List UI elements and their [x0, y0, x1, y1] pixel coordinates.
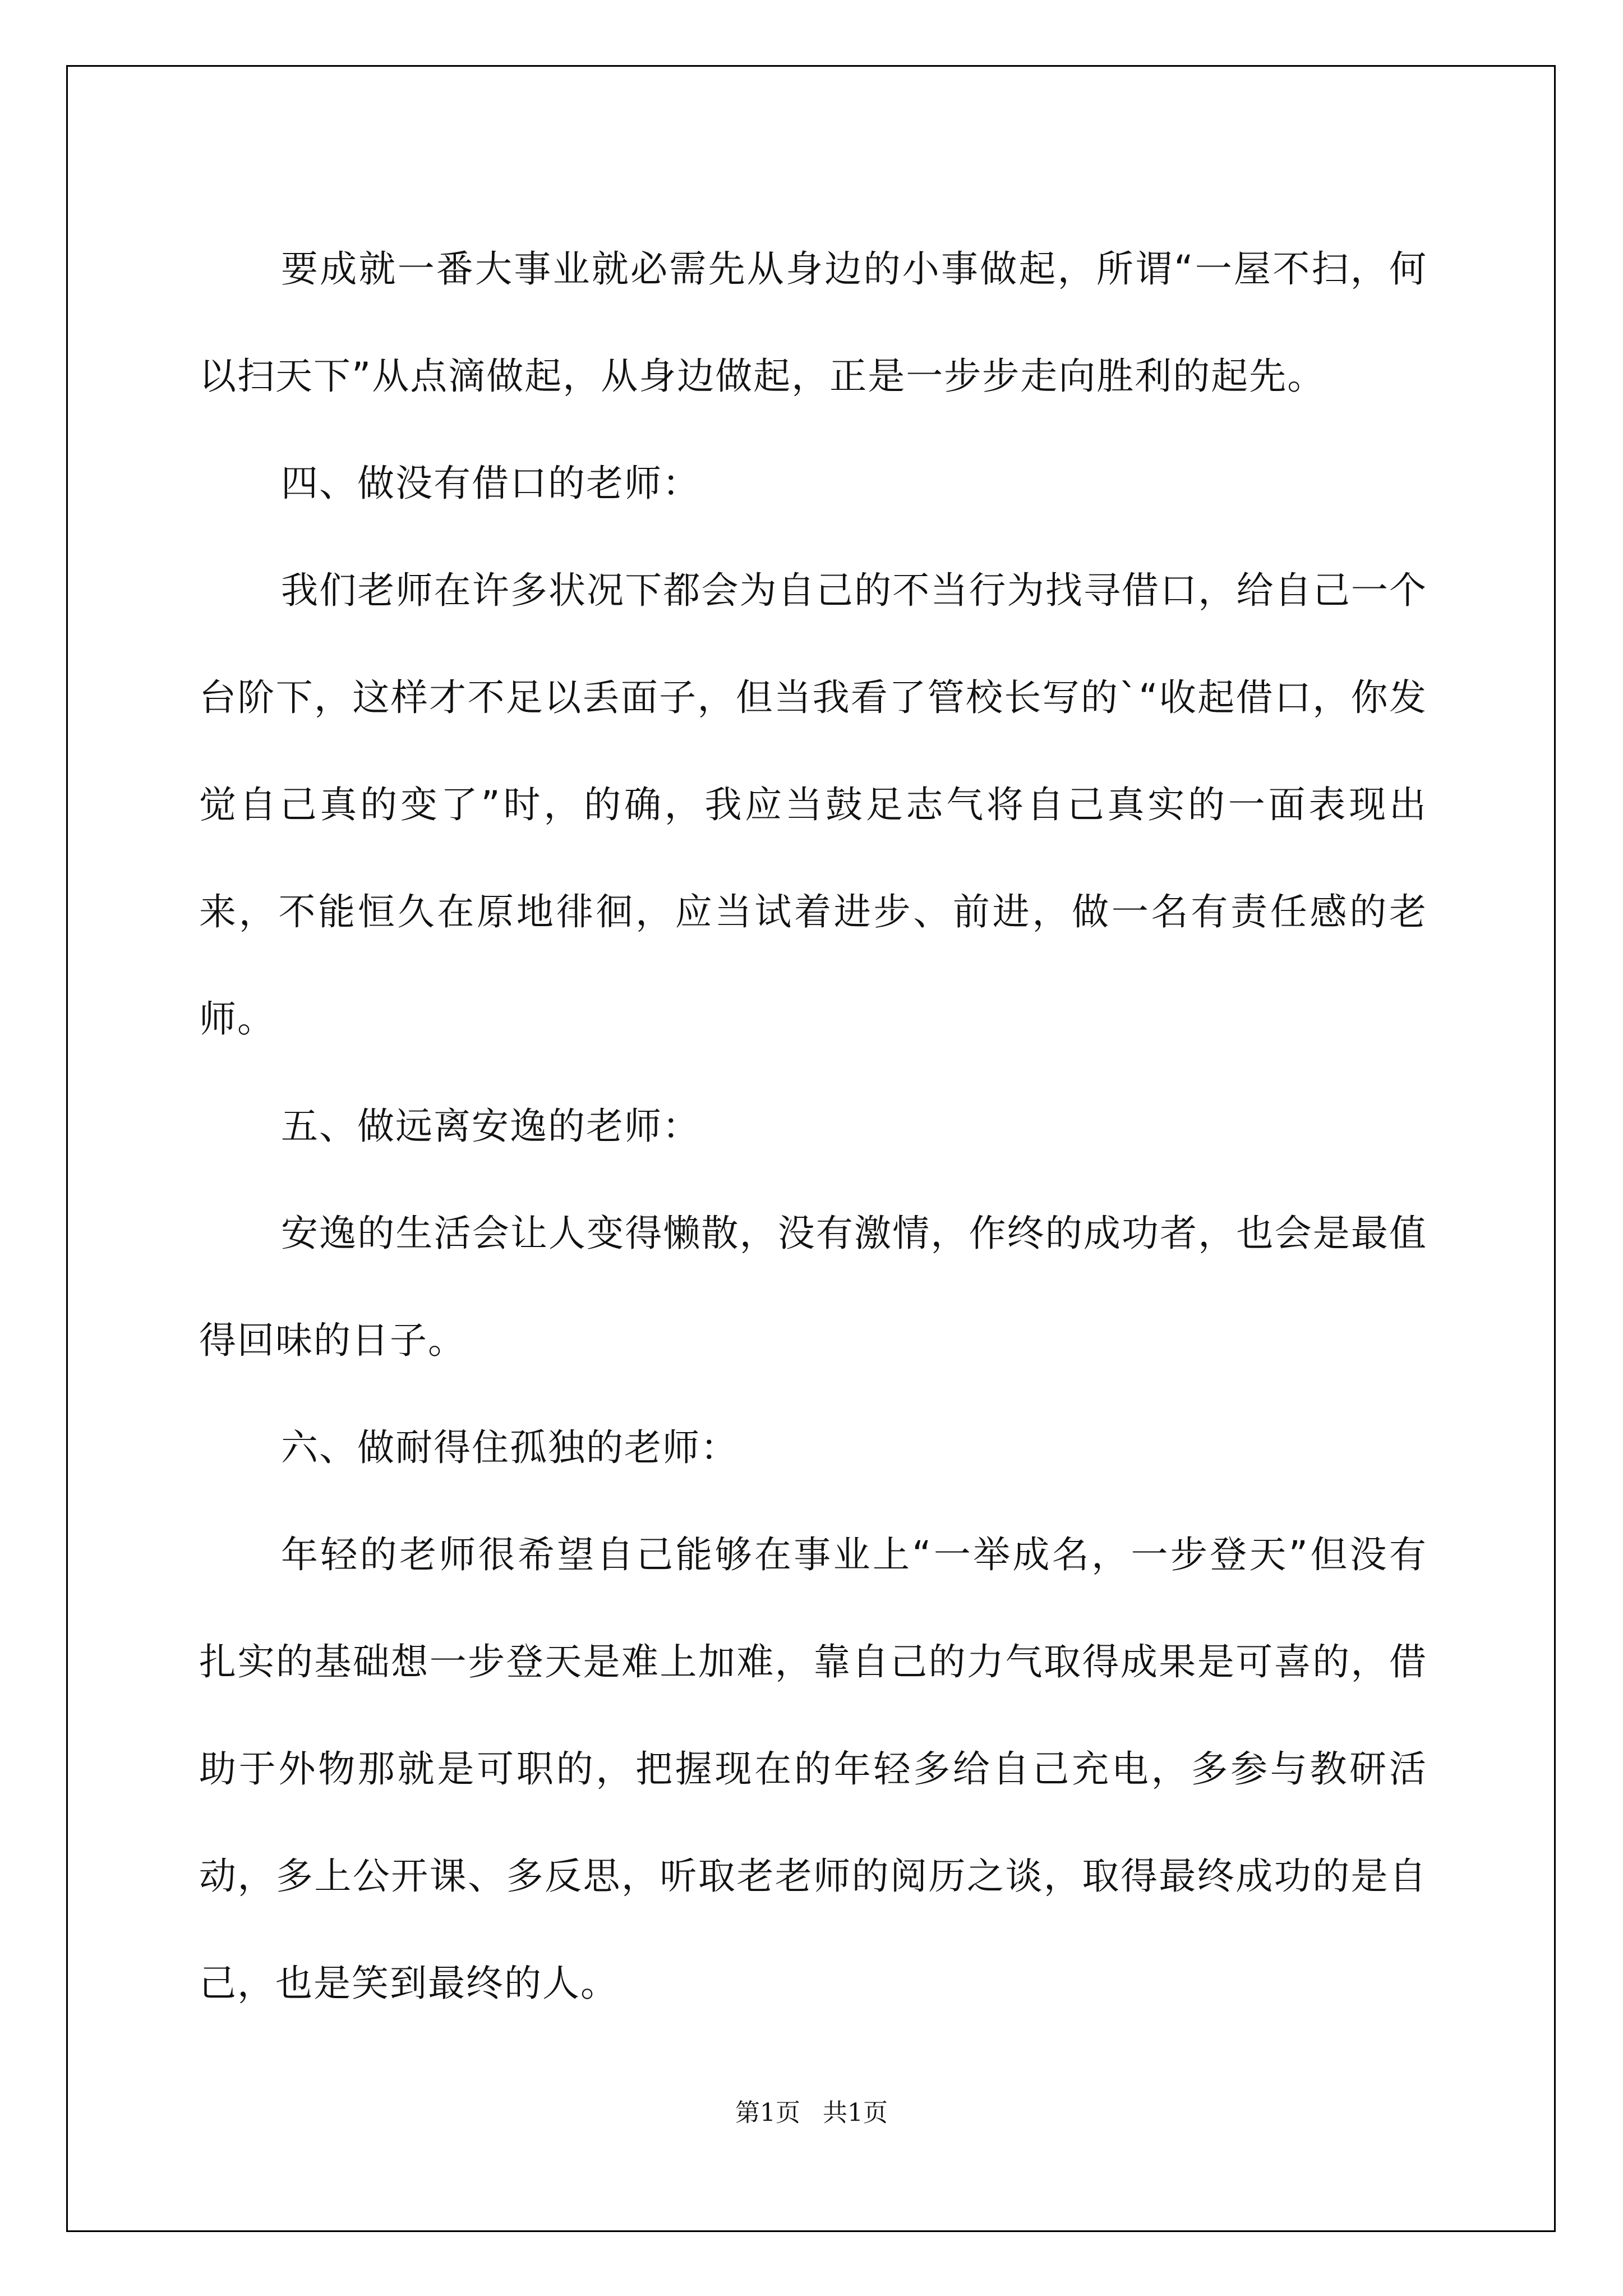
document-body — [199, 215, 1427, 2037]
section-heading-6: 六、做耐得住孤独的老师： — [281, 1426, 739, 1469]
section-heading-5: 五、做远离安逸的老师： — [281, 1105, 700, 1148]
paragraph-2: 我们老师在许多状况下都会为自己的不当行为找寻借口，给自己一个台阶下，这样才不足以丢面子，但当我看了管校长写的`“收起借口，你发觉自己真的变了”时，的确，我应当鼓足志气将自己真实的一面表现出来，不能恒久在原地徘徊，应当试着进步、前进，做一名有责任感的老师。 — [199, 569, 1427, 1041]
paragraph-1: 要成就一番大事业就必需先从身边的小事做起，所谓“一屋不扫，何以扫天下”从点滴做起，从身边做起，正是一步步走向胜利的起先。 — [199, 247, 1427, 398]
paragraph-4: 年轻的老师很希望自己能够在事业上“一举成名，一步登天”但没有扎实的基础想一步登天是难上加难，靠自己的力气取得成果是可喜的，借助于外物那就是可职的，把握现在的年轻多给自己充电，多参与教研活动，多上公开课、多反思，听取老老师的阅历之谈，取得最终成功的是自己，也是笑到最终的人。 — [199, 1533, 1427, 2005]
paragraph-3: 安逸的生活会让人变得懒散，没有激情，作终的成功者，也会是最值得回味的日子。 — [199, 1212, 1427, 1362]
section-heading-4: 四、做没有借口的老师： — [281, 462, 700, 505]
page-total: 共1页 — [823, 2099, 888, 2127]
page-footer — [0, 2092, 1623, 2128]
page-number: 第1页 — [735, 2099, 800, 2127]
